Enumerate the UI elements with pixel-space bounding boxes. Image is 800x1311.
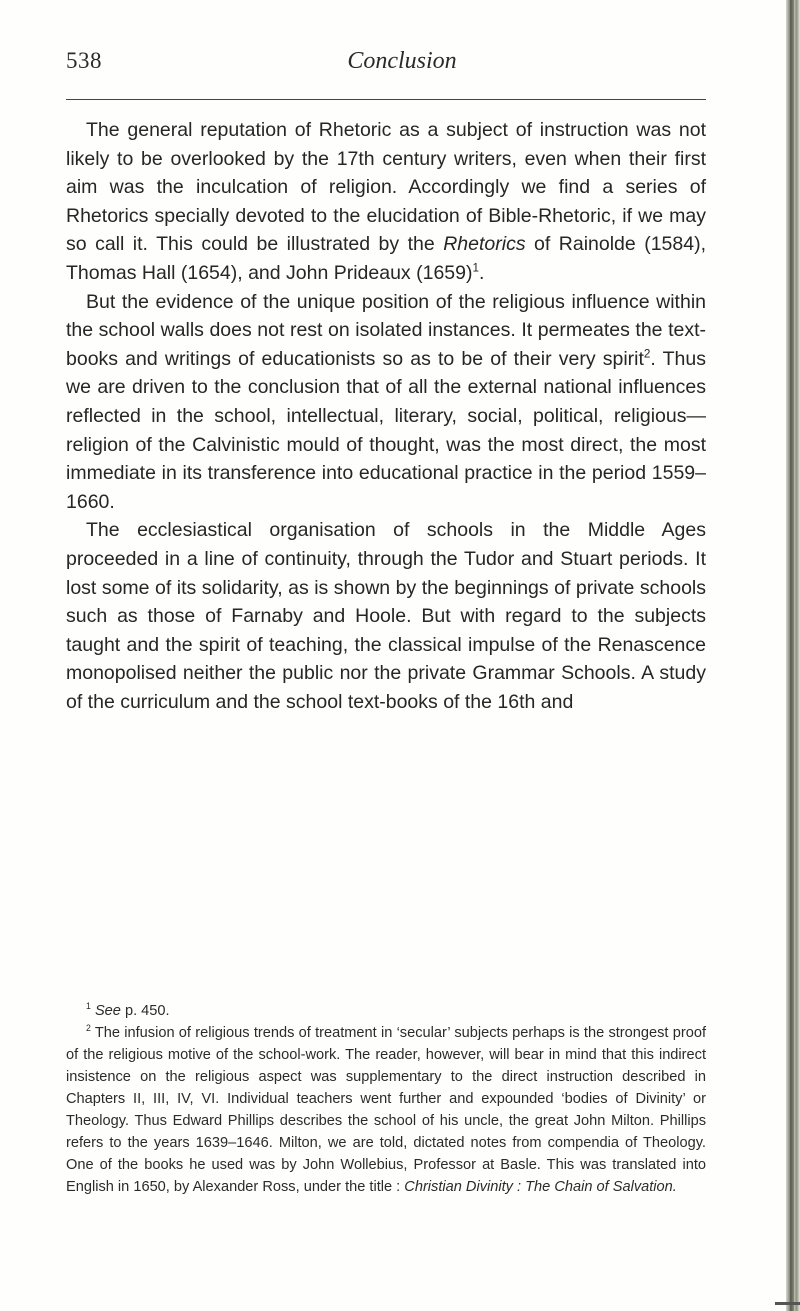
page-edge-binding (790, 0, 794, 1311)
rhetorics-italic: Rhetorics (443, 233, 526, 256)
running-title: Conclusion (347, 48, 457, 74)
paragraph-ecclesiastical: The ecclesiastical organisation of schools in the Middle Ages proceeded in a line of continuity, through the Tudor and Stuart periods. It lost some of its solidarity, as is shown by the beginnings of private schools such as those of Farnaby and Hoole. But with regard to the subjects taught and the spirit of teaching, the classical impulse of the Renascence monopolised neither the public nor the private Grammar Schools. A study of the curriculum and the school text-books of the 16th and (66, 519, 706, 713)
book-title-italic: Christian Divinity : The Chain of Salvation. (404, 1179, 677, 1195)
header-rule (66, 99, 706, 100)
footnote-2: $^2$ The infusion of religious trends of treatment in ‘secular’ subjects perhaps is the strongest proof of the religious motive of the school-work. The reader, however, will bear in mind that this indirect insistence on the religious aspect was supplementary to the direct instruction described in Chapters II, III, IV, VI. Individual teachers went further and expounded ‘bodies of Divinity’ or Theology. Thus Edward Phillips describes the school of his uncle, the great John Milton. Phillips refers to the years 1639–1646. Milton, we are told, dictated notes from compendia of Theology. One of the books he used was by John Wollebius, Professor at Basle. This was translated into English in 1650, by Alexander Ross, under the title : Christian Divinity : The Chain of Salvation. (66, 1023, 706, 1195)
footnote-ref-2[interactable]: 2 (643, 347, 651, 361)
main-text (66, 116, 706, 716)
bottom-edge-mark (775, 1302, 800, 1305)
paragraph-religious-influence: But the evidence of the unique position of the religious influence within the school walls does not rest on isolated instances. It permeates the text-books and writings of educationists so as to be of their very spirit$^2$. Thus we are driven to the conclusion that of all the external national influences reflected in the school, intellectual, literary, social, political, religious—religion of the Calvinistic mould of thought, was the most direct, the most immediate in its transference into educational practice in the period 1559–1660. (66, 290, 706, 513)
page-header (66, 48, 706, 88)
page-number: 538 (66, 48, 102, 73)
footnote-1: $^1$ See p. 450. (86, 1001, 170, 1019)
footnotes (66, 1000, 706, 1198)
footnote-ref-1[interactable]: 1 (472, 261, 479, 275)
paragraph-rhetoric: The general reputation of Rhetoric as a subject of instruction was not likely to be overlooked by the 17th century writers, even when their first aim was the inculcation of religion. Accordingly we find a series of Rhetorics specially devoted to the elucidation of Bible-Rhetoric, if we may so call it. This could be illustrated by the Rhetorics of Rainolde (1584), Thomas Hall (1654), and John Prideaux $(1659)^1$. (66, 119, 707, 284)
